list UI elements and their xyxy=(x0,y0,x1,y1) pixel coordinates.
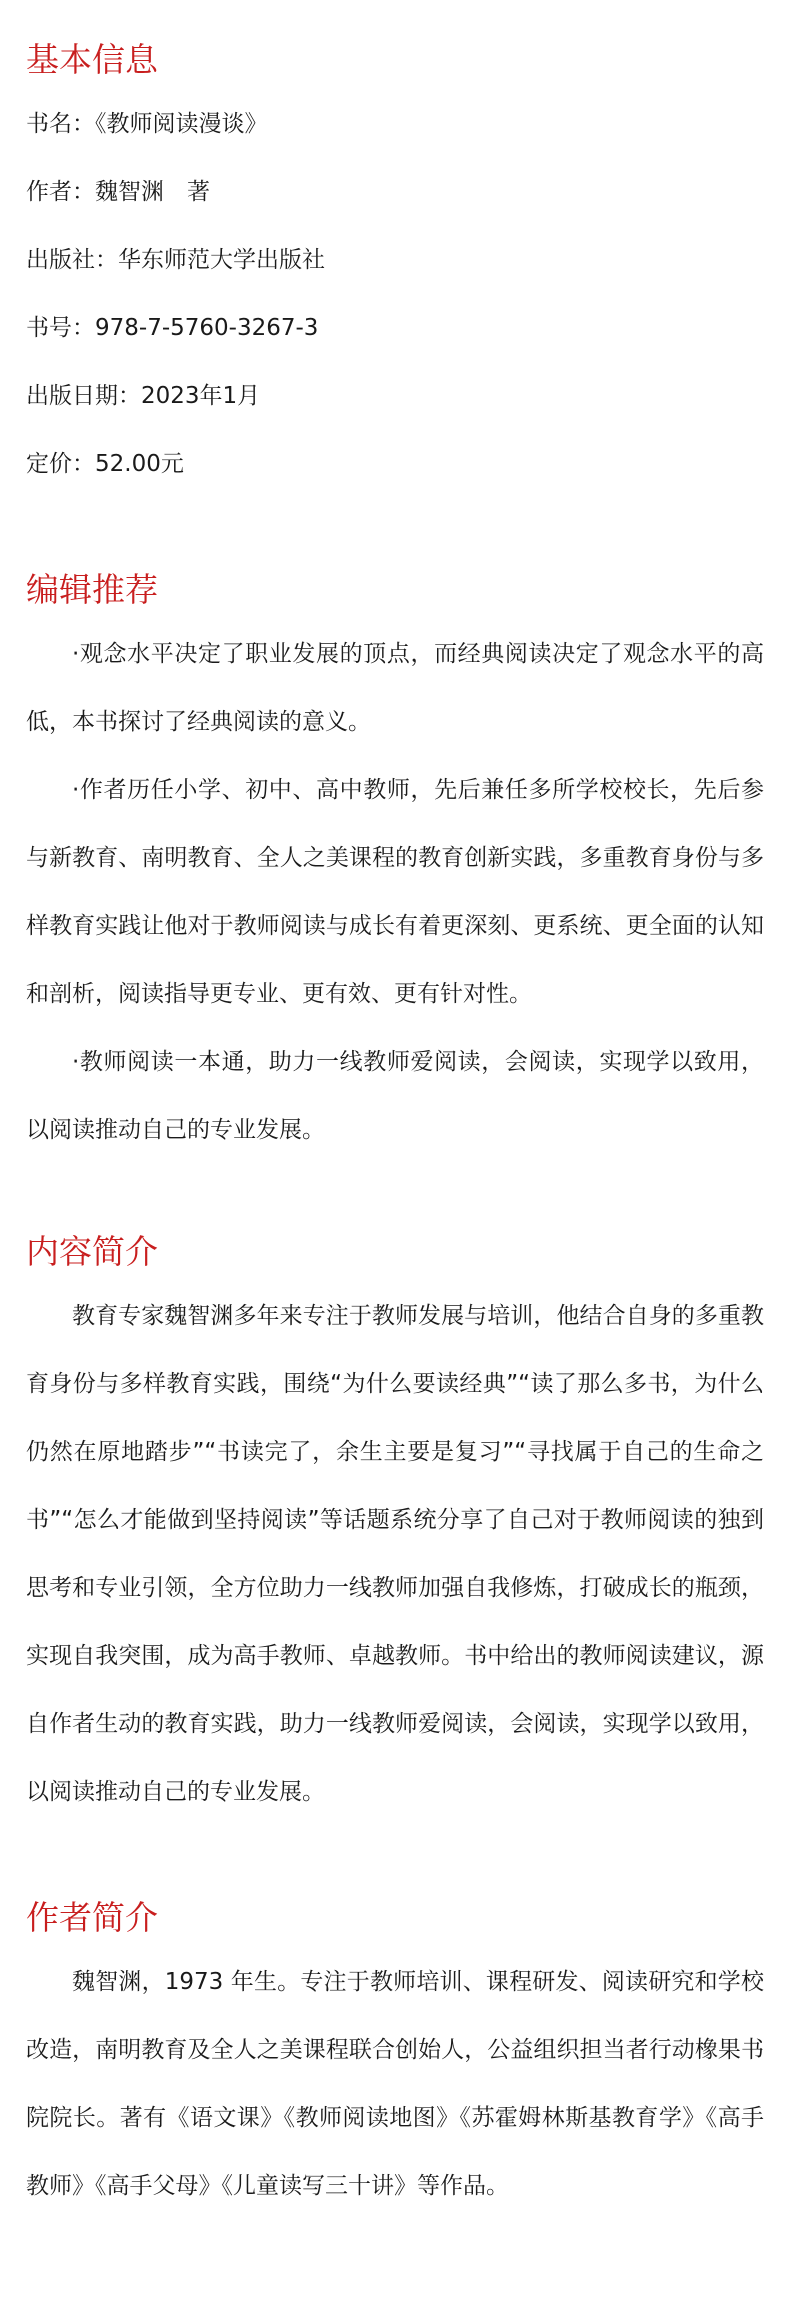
publish-date-value: 2023年1月 xyxy=(141,383,261,409)
content-intro-paragraph: 教育专家魏智渊多年来专注于教师发展与培训，他结合自身的多重教育身份与多样教育实践，围绕“为什么要读经典”“读了那么多书，为什么仍然在原地踏步”“书读完了，余生主要是复习”“寻找属于自己的生命之书”“怎么才能做到坚持阅读”等话题系统分享了自己对于教师阅读的独到思考和专业引领，全方位助力一线教师加强自我修炼，打破成长的瓶颈，实现自我突围，成为高手教师、卓越教师。书中给出的教师阅读建议，源自作者生动的教育实践，助力一线教师爱阅读，会阅读，实现学以致用，以阅读推动自己的专业发展。 xyxy=(26,1303,764,1805)
editor-recommend-paragraph: ·教师阅读一本通，助力一线教师爱阅读，会阅读，实现学以致用，以阅读推动自己的专业发展。 xyxy=(26,1049,764,1143)
content-intro-heading: 内容简介 xyxy=(26,1232,158,1271)
content-intro-section xyxy=(26,1222,764,1826)
book-name-label: 书名： xyxy=(26,111,95,137)
price-label: 定价： xyxy=(26,451,95,477)
basic-info-section xyxy=(26,30,764,498)
author-line xyxy=(26,158,764,226)
editor-recommend-section xyxy=(26,560,764,1164)
publish-date-line xyxy=(26,362,764,430)
author-intro-paragraph: 魏智渊，1973 年生。专注于教师培训、课程研发、阅读研究和学校改造，南明教育及全人之美课程联合创始人，公益组织担当者行动橡果书院院长。著有《语文课》《教师阅读地图》《苏霍姆林斯基教育学》《高手教师》《高手父母》《儿童读写三十讲》等作品。 xyxy=(26,1969,764,2199)
editor-recommend-paragraph: ·观念水平决定了职业发展的顶点，而经典阅读决定了观念水平的高低，本书探讨了经典阅读的意义。 xyxy=(26,641,764,735)
editor-recommend-heading: 编辑推荐 xyxy=(26,570,158,609)
section-spacer xyxy=(26,1164,764,1222)
isbn-value: 978-7-5760-3267-3 xyxy=(95,315,319,341)
author-intro-section xyxy=(26,1888,764,2220)
author-intro-heading: 作者简介 xyxy=(26,1898,158,1937)
price-line xyxy=(26,430,764,498)
section-spacer xyxy=(26,498,764,560)
book-name-value: 《教师阅读漫谈》 xyxy=(95,111,268,137)
author-value: 魏智渊 著 xyxy=(95,179,210,205)
basic-info-heading: 基本信息 xyxy=(26,40,158,79)
author-label: 作者： xyxy=(26,179,95,205)
publisher-label: 出版社： xyxy=(26,247,118,273)
publisher-value: 华东师范大学出版社 xyxy=(118,247,325,273)
publisher-line xyxy=(26,226,764,294)
publish-date-label: 出版日期： xyxy=(26,383,141,409)
section-spacer xyxy=(26,1826,764,1888)
editor-recommend-paragraph: ·作者历任小学、初中、高中教师，先后兼任多所学校校长，先后参与新教育、南明教育、全人之美课程的教育创新实践，多重教育身份与多样教育实践让他对于教师阅读与成长有着更深刻、更系统、更全面的认知和剖析，阅读指导更专业、更有效、更有针对性。 xyxy=(26,777,764,1007)
isbn-line xyxy=(26,294,764,362)
book-name-line xyxy=(26,90,764,158)
price-value: 52.00元 xyxy=(95,451,184,477)
isbn-label: 书号： xyxy=(26,315,95,341)
